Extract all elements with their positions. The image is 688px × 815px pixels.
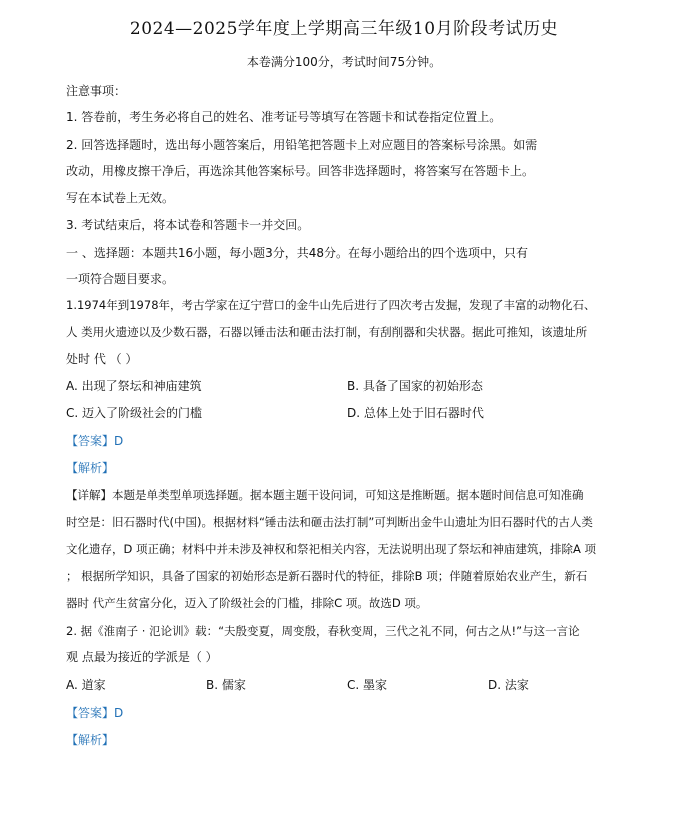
q1-analysis-heading: 【解析】 <box>66 461 115 475</box>
notice-item-2-line-3: 写在本试卷上无效。 <box>66 191 175 205</box>
section-heading-line-2: 一项符合题目要求。 <box>66 272 175 286</box>
q1-detail-line-5: 器时 代产生贫富分化，迈入了阶级社会的门槛，排除C 项。故选D 项。 <box>66 596 428 610</box>
q1-option-b: B. 具备了国家的初始形态 <box>347 379 483 393</box>
page-title: 2024—2025学年度上学期高三年级10月阶段考试历史 <box>129 19 559 39</box>
q1-detail-line-4: ； 根据所学知识，具备了国家的初始形态是新石器时代的特征，排除B 项；伴随着原始农业产生，新石 <box>66 569 588 583</box>
q1-detail-line-3: 文化遗存，D 项正确；材料中并未涉及神权和祭祀相关内容，无法说明出现了祭坛和神庙建筑，排除A 项 <box>66 542 597 556</box>
notice-item-2-line-2: 改动，用橡皮擦干净后，再选涂其他答案标号。回答非选择题时，将答案写在答题卡上。 <box>66 164 535 178</box>
section-heading-line-1: 一 、选择题：本题共16小题，每小题3分，共48分。在每小题给出的四个选项中，只有 <box>66 246 528 260</box>
q1-detail-line-2: 时空是：旧石器时代(中国)。根据材料“锤击法和砸击法打制”可判断出金牛山遗址为旧石器时代的古人类 <box>66 515 593 529</box>
q1-option-d: D. 总体上处于旧石器时代 <box>347 406 484 420</box>
q1-option-a: A. 出现了祭坛和神庙建筑 <box>66 379 202 393</box>
notice-item-3: 3. 考试结束后，将本试卷和答题卡一并交回。 <box>66 218 310 232</box>
exam-info: 本卷满分100分，考试时间75分钟。 <box>246 55 442 69</box>
q2-stem-line-2: 观 点最为接近的学派是（ ） <box>66 650 218 664</box>
q1-option-c: C. 迈入了阶级社会的门槛 <box>66 406 203 420</box>
q1-stem-line-2: 人 类用火遗迹以及少数石器，石器以锤击法和砸击法打制，有刮削器和尖状器。据此可推知，该遗址所 <box>66 325 588 339</box>
notice-item-1: 1. 答卷前，考生务必将自己的姓名、准考证号等填写在答题卡和试卷指定位置上。 <box>66 110 502 124</box>
q2-analysis-heading: 【解析】 <box>66 733 115 747</box>
notice-heading: 注意事项： <box>66 84 127 98</box>
q2-option-c: C. 墨家 <box>347 678 388 692</box>
q2-option-b: B. 儒家 <box>206 678 246 692</box>
q1-answer: 【答案】D <box>66 434 124 448</box>
q1-stem-line-1: 1.1974年到1978年，考古学家在辽宁营口的金牛山先后进行了四次考古发掘，发现了丰富的动物化石、 <box>66 298 596 312</box>
q2-stem-line-1: 2. 据《淮南子 · 氾论训》载：“夫殷变夏，周变殷，春秋变周，三代之礼不同，何古之从!”与这一言论 <box>66 624 580 638</box>
q2-answer: 【答案】D <box>66 706 124 720</box>
q1-stem-line-3: 处时 代 （ ） <box>66 352 138 366</box>
notice-item-2-line-1: 2. 回答选择题时，选出每小题答案后，用铅笔把答题卡上对应题目的答案标号涂黑。如需 <box>66 138 538 152</box>
q2-option-d: D. 法家 <box>488 678 529 692</box>
q2-option-a: A. 道家 <box>66 678 106 692</box>
q1-detail-line-1: 【详解】本题是单类型单项选择题。据本题主题干设问词，可知这是推断题。据本题时间信息可知准确 <box>66 488 584 502</box>
